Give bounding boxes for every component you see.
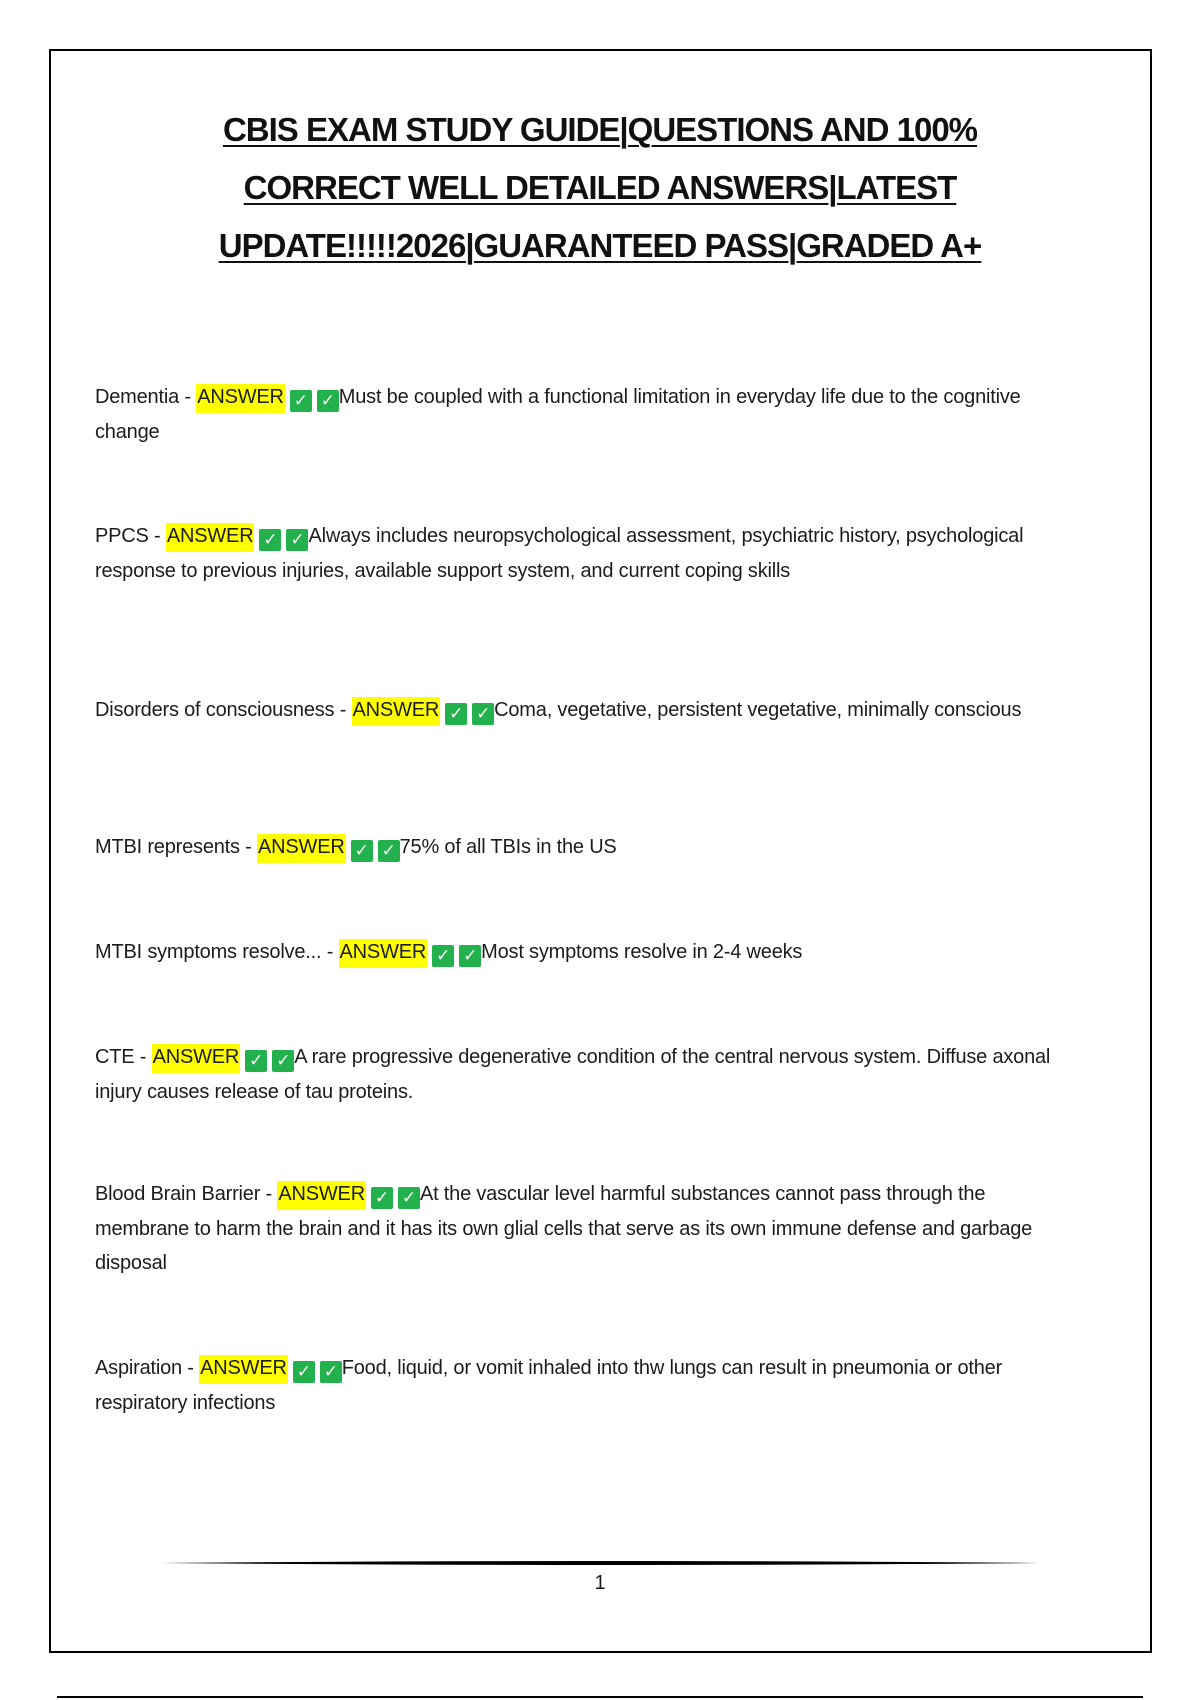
qa-entry: Blood Brain Barrier - ANSWER ✓ ✓ At the vascular level harmful substances cannot pass through the membrane to harm the brain and it has its own glial cells that serve as its own immune defense and garbage disposal: [95, 1183, 1033, 1274]
qa-term: Aspiration: [95, 1357, 182, 1379]
qa-term: Disorders of consciousness: [95, 699, 335, 721]
title-line: CBIS EXAM STUDY GUIDE|QUESTIONS AND 100%: [222, 111, 978, 148]
qa-answer: Coma, vegetative, persistent vegetative, minimally conscious: [494, 699, 1022, 721]
footer-rule-shape: [160, 1561, 1040, 1565]
qa-term: CTE: [95, 1046, 135, 1068]
qa-entry: Aspiration - ANSWER ✓ ✓ Food, liquid, or vomit inhaled into thw lungs can result in pneumonia or other respiratory infections: [95, 1357, 1003, 1414]
qa-entry: Disorders of consciousness - ANSWER ✓ ✓ Coma, vegetative, persistent vegetative, minimally conscious: [95, 699, 1022, 724]
qa-term: MTBI represents: [95, 836, 240, 858]
qa-entry: CTE - ANSWER ✓ ✓ A rare progressive degenerative condition of the central nervous system. Diffuse axonal injury causes release of tau proteins.: [95, 1046, 1051, 1103]
check-box-icon: ✓: [351, 840, 373, 862]
check-box-icon: ✓: [290, 390, 312, 412]
qa-answer: A rare progressive degenerative condition of the central nervous system. Diffuse axonal injury causes release of tau proteins.: [95, 1046, 1051, 1103]
check-box-icon: ✓: [472, 703, 494, 725]
title-line: UPDATE!!!!!2026|GUARANTEED PASS|GRADED A+: [218, 227, 982, 264]
check-box-icon: ✓: [272, 1050, 294, 1072]
check-box-icon: ✓: [317, 390, 339, 412]
qa-term: Dementia: [95, 386, 179, 408]
qa-answer: At the vascular level harmful substances cannot pass through the membrane to harm the brain and it has its own glial cells that serve as its own immune defense and garbage disposal: [95, 1183, 1033, 1274]
qa-answer: Always includes neuropsychological assessment, psychiatric history, psychological response to previous injuries, available support system, and current coping skills: [95, 525, 1024, 582]
answer-highlight: ANSWER: [257, 834, 346, 863]
title-line: CORRECT WELL DETAILED ANSWERS|LATEST: [243, 169, 957, 206]
qa-entry: Dementia - ANSWER ✓ ✓ Must be coupled with a functional limitation in everyday life due to the cognitive change: [95, 386, 1021, 443]
qa-term: PPCS: [95, 525, 149, 547]
check-box-icon: ✓: [245, 1050, 267, 1072]
answer-highlight: ANSWER: [199, 1355, 288, 1384]
qa-answer: Must be coupled with a functional limitation in everyday life due to the cognitive change: [95, 386, 1021, 443]
check-box-icon: ✓: [320, 1361, 342, 1383]
qa-answer: 75% of all TBIs in the US: [399, 836, 617, 858]
answer-highlight: ANSWER: [339, 939, 428, 968]
footer-rule: [160, 1560, 1040, 1566]
answer-highlight: ANSWER: [196, 384, 285, 413]
check-box-icon: ✓: [293, 1361, 315, 1383]
qa-answer: Food, liquid, or vomit inhaled into thw lungs can result in pneumonia or other respiratory infections: [95, 1357, 1003, 1414]
check-box-icon: ✓: [445, 703, 467, 725]
qa-term: MTBI symptoms resolve...: [95, 941, 322, 963]
qa-entry: MTBI symptoms resolve... - ANSWER ✓ ✓ Most symptoms resolve in 2-4 weeks: [95, 941, 803, 966]
check-box-icon: ✓: [371, 1187, 393, 1209]
answer-highlight: ANSWER: [166, 523, 255, 552]
answer-highlight: ANSWER: [152, 1044, 241, 1073]
qa-entry: PPCS - ANSWER ✓ ✓ Always includes neuropsychological assessment, psychiatric history, psychological response to previous injuries, available support system, and current coping skills: [95, 525, 1024, 582]
page-number: 1: [594, 1572, 606, 1594]
qa-term: Blood Brain Barrier: [95, 1183, 261, 1205]
check-box-icon: ✓: [286, 529, 308, 551]
qa-entry: MTBI represents - ANSWER ✓ ✓ 75% of all TBIs in the US: [95, 836, 617, 861]
document-title: [0, 101, 1200, 275]
qa-answer: Most symptoms resolve in 2-4 weeks: [481, 941, 803, 963]
check-box-icon: ✓: [459, 945, 481, 967]
check-box-icon: ✓: [432, 945, 454, 967]
bottom-rule: [57, 1696, 1143, 1698]
answer-highlight: ANSWER: [352, 697, 441, 726]
check-box-icon: ✓: [398, 1187, 420, 1209]
check-box-icon: ✓: [378, 840, 400, 862]
check-box-icon: ✓: [259, 529, 281, 551]
answer-highlight: ANSWER: [277, 1181, 366, 1210]
